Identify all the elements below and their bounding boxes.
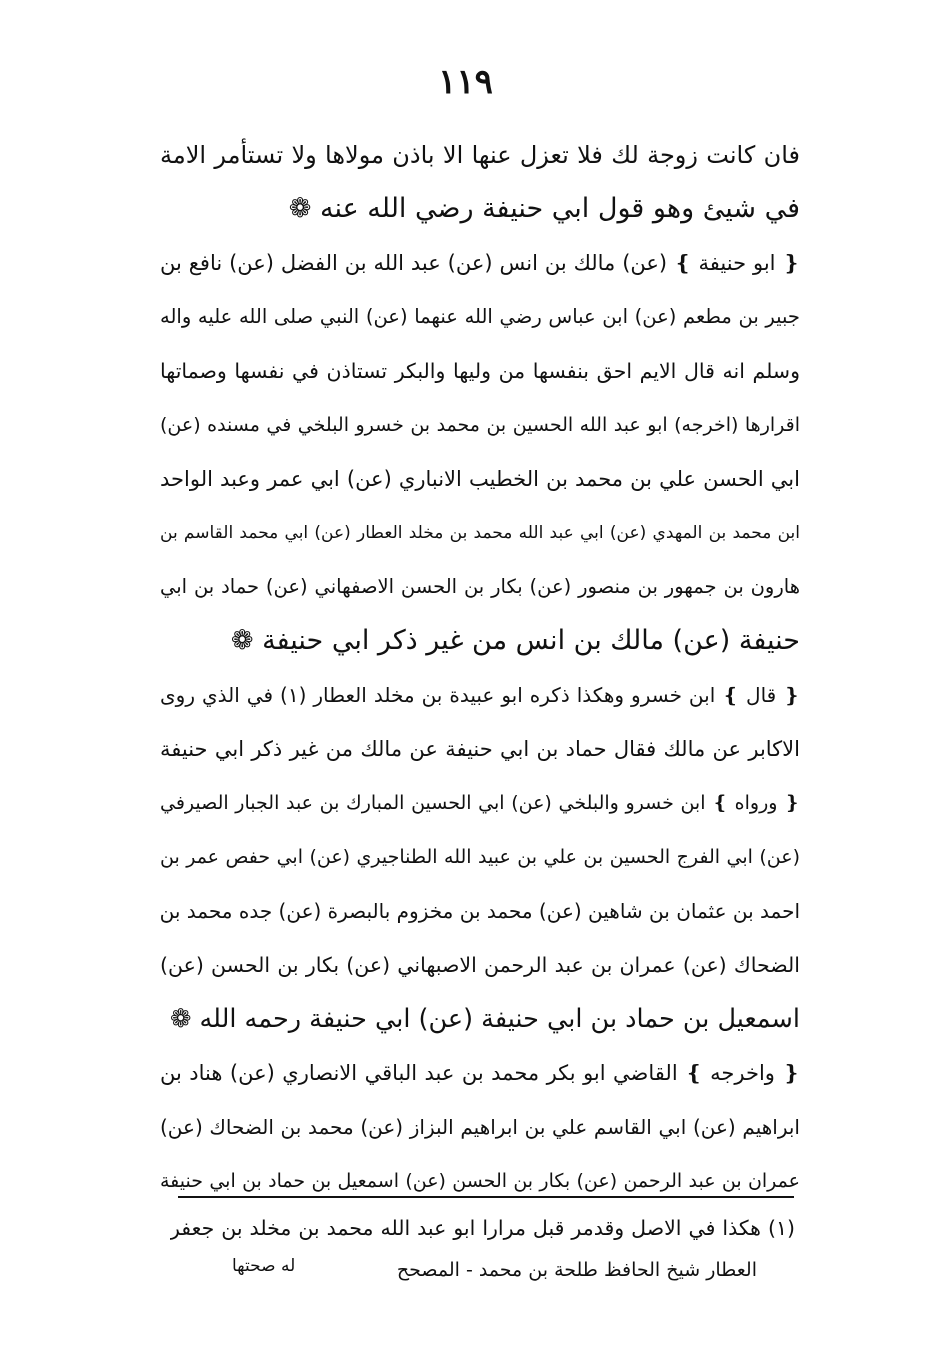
text-line: وسلم انه قال الايم احق بنفسها من وليها والبكر تستاذن في نفسها وصماتها <box>160 359 800 383</box>
footnote-line: (١) هكذا في الاصل وقدمر قبل مرارا ابو عبد الله محمد بن مخلد بن جعفر <box>170 1216 795 1240</box>
text-line: عمران بن عبد الرحمن (عن) بكار بن الحسن (عن) اسمعيل بن حماد بن ابي حنيفة <box>160 1170 800 1192</box>
text-line: حنيفة (عن) مالك بن انس من غير ذكر ابي حنيفة ❁ <box>230 625 800 656</box>
text-line: جبير بن مطعم (عن) ابن عباس رضي الله عنهما (عن) النبي صلى الله عليه واله <box>160 305 800 328</box>
text-line: اسمعيل بن حماد بن ابي حنيفة (عن) ابي حنيفة رحمه الله ❁ <box>170 1004 800 1034</box>
text-line: الضحاك (عن) عمران بن عبد الرحمن الاصبهاني (عن) بكار بن الحسن (عن) <box>160 953 800 977</box>
text-line: الاكابر عن مالك فقال حماد بن ابي حنيفة عن مالك من غير ذكر ابي حنيفة <box>160 737 800 761</box>
text-line: في شيئ وهو قول ابي حنيفة رضي الله عنه ❁ <box>288 193 800 224</box>
text-line: ❴ قال ❵ ابن خسرو وهكذا ذكره ابو عبيدة بن مخلد العطار (١) في الذي روى <box>160 683 800 707</box>
text-line: ❴ ورواه ❵ ابن خسرو والبلخي (عن) ابي الحسين المبارك بن عبد الجبار الصيرفي <box>160 792 800 814</box>
text-line: ابن محمد بن المهدي (عن) ابي عبد الله محمد بن مخلد العطار (عن) ابي محمد القاسم بن <box>160 523 800 543</box>
footnote-side-note: له صحتها <box>232 1256 296 1276</box>
footnote-continuation: العطار شيخ الحافظ طلحة بن محمد - المصحح <box>396 1259 757 1281</box>
text-line: احمد بن عثمان بن شاهين (عن) محمد بن مخزوم بالبصرة (عن) جده محمد بن <box>160 899 800 923</box>
text-line: (عن) ابي الفرج الحسين بن علي بن عبيد الله الطناجيري (عن) ابي حفص عمر بن <box>160 846 800 868</box>
body-text <box>160 128 800 1208</box>
text-line: ابراهيم (عن) ابي القاسم علي بن ابراهيم البزاز (عن) محمد بن الضحاك (عن) <box>160 1115 800 1139</box>
footnote <box>170 1206 795 1290</box>
text-line: اقرارها (اخرجه) ابو عبد الله الحسين بن محمد بن خسرو البلخي في مسنده (عن) <box>160 414 800 436</box>
footnote-divider <box>178 1196 794 1198</box>
footnote-line <box>170 1250 795 1290</box>
text-line: ❴ ابو حنيفة ❵ (عن) مالك بن انس (عن) عبد الله بن الفضل (عن) نافع بن <box>160 251 800 275</box>
text-line: ابي الحسن علي بن محمد بن الخطيب الانباري (عن) ابي عمر وعبد الواحد <box>160 467 800 491</box>
text-line: ❴ واخرجه ❵ القاضي ابو بكر محمد بن عبد الباقي الانصاري (عن) هناد بن <box>160 1061 800 1085</box>
page-number: ١١٩ <box>438 62 493 102</box>
text-line: هارون بن جمهور بن منصور (عن) بكار بن الحسن الاصفهاني (عن) حماد بن ابي <box>160 575 800 598</box>
text-line: فان كانت زوجة لك فلا تعزل عنها الا باذن مولاها ولا تستأمر الامة <box>160 141 800 169</box>
